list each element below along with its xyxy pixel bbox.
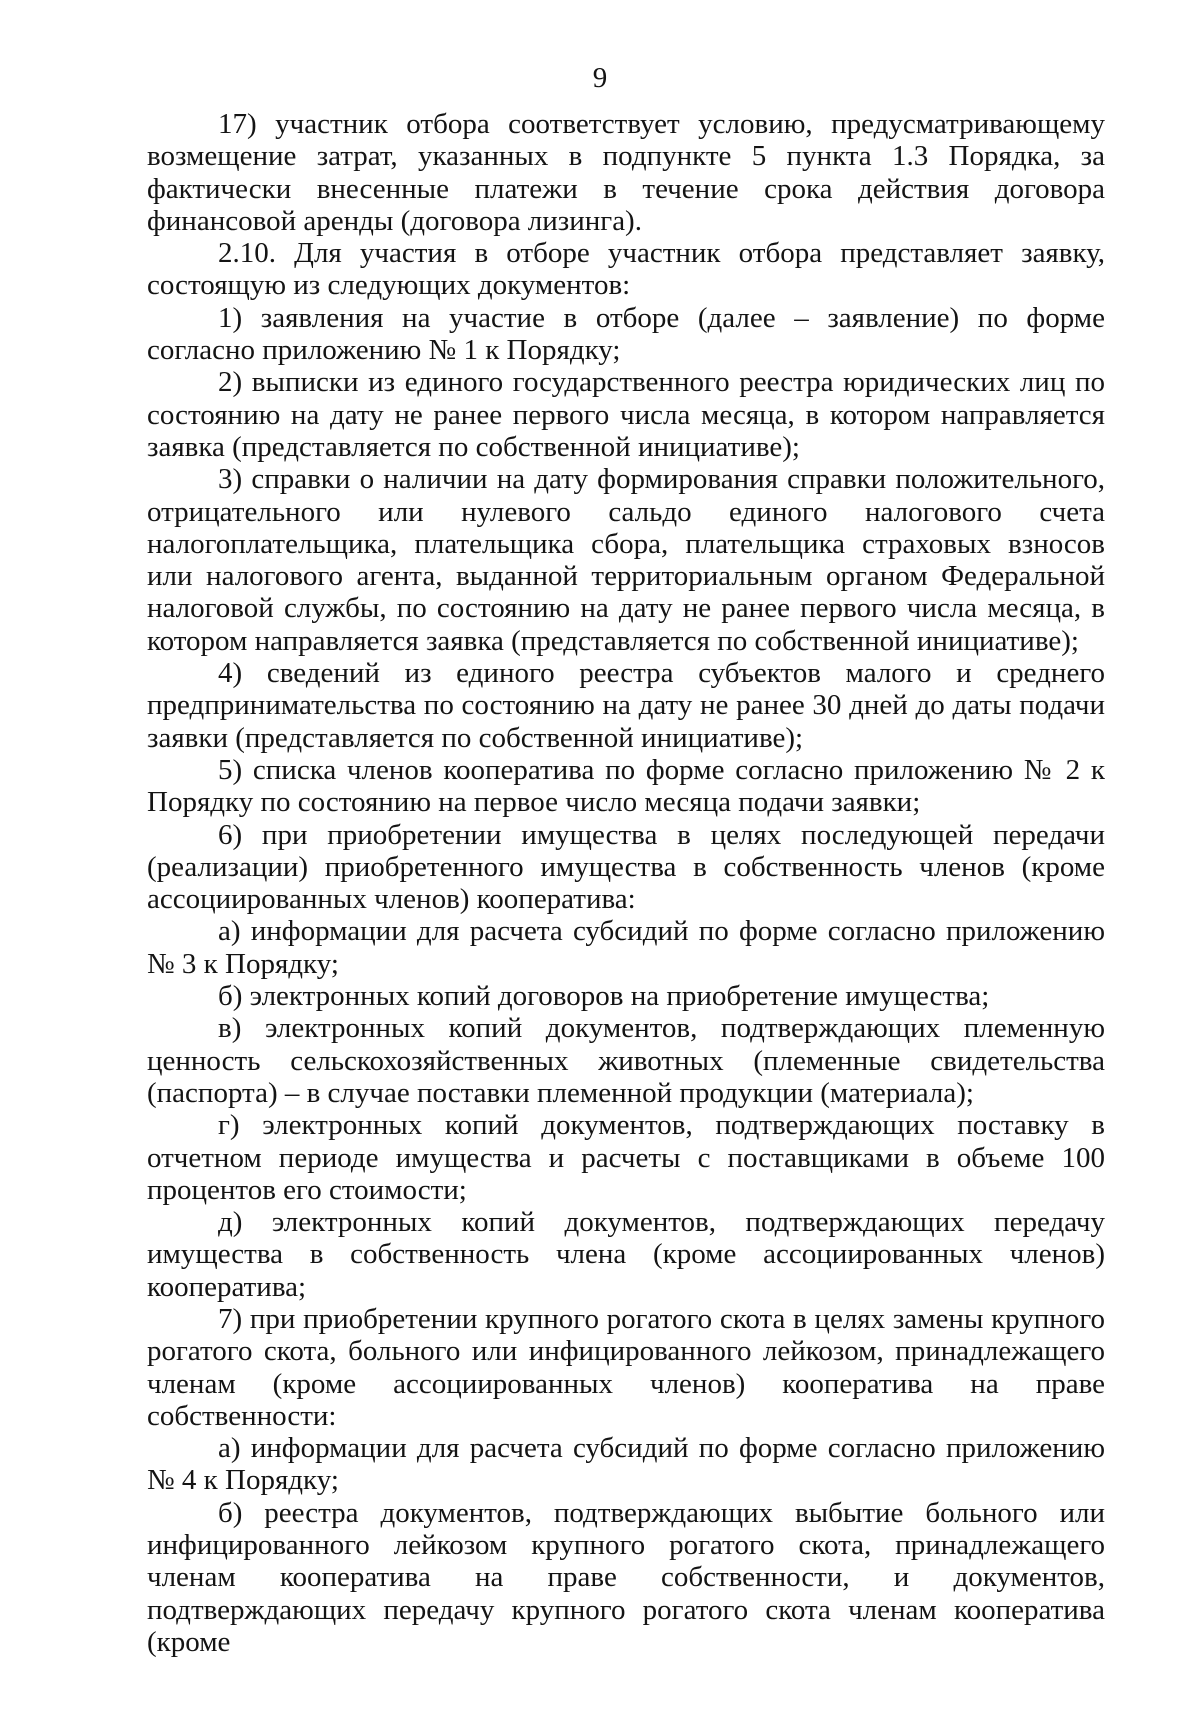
- paragraph-item-6a: а) информации для расчета субсидий по форме согласно приложению № 3 к Порядку;: [147, 915, 1105, 980]
- paragraph-item-7a: а) информации для расчета субсидий по форме согласно приложению № 4 к Порядку;: [147, 1432, 1105, 1497]
- page-number: 9: [592, 62, 608, 94]
- paragraph-section-2-10: 2.10. Для участия в отборе участник отбора представляет заявку, состоящую из следующих документов:: [147, 237, 1105, 302]
- paragraph-item-7b: б) реестра документов, подтверждающих выбытие больного или инфицированного лейкозом крупного рогатого скота, принадлежащего членам кооператива на праве собственности, и документов, подтверждающих передачу крупного рогатого скота членам кооператива (кроме: [147, 1496, 1105, 1658]
- paragraph-item-6v: в) электронных копий документов, подтверждающих племенную ценность сельскохозяйственных животных (племенные свидетельства (паспорта) – в случае поставки племенной продукции (материала);: [147, 1012, 1105, 1109]
- paragraph-item-3: 3) справки о наличии на дату формирования справки положительного, отрицательного или нулевого сальдо единого налогового счета налогоплательщика, плательщика сбора, плательщика страховых взносов или налогового агента, выданной территориальным органом Федеральной налоговой службы, по состоянию на дату не ранее первого числа месяца, в котором направляется заявка (представляется по собственной инициативе);: [147, 463, 1105, 657]
- document-body: [147, 108, 1105, 1658]
- paragraph-item-6d: д) электронных копий документов, подтверждающих передачу имущества в собственность члена (кроме ассоциированных членов) кооператива;: [147, 1206, 1105, 1303]
- paragraph-item-17: 17) участник отбора соответствует условию, предусматривающему возмещение затрат, указанных в подпункте 5 пункта 1.3 Порядка, за фактически внесенные платежи в течение срока действия договора финансовой аренды (договора лизинга).: [147, 108, 1105, 237]
- paragraph-item-5: 5) списка членов кооператива по форме согласно приложению № 2 к Порядку по состоянию на первое число месяца подачи заявки;: [147, 753, 1105, 819]
- paragraph-item-6b: б) электронных копий договоров на приобретение имущества;: [218, 980, 990, 1013]
- paragraph-item-2: 2) выписки из единого государственного реестра юридических лиц по состоянию на дату не ранее первого числа месяца, в котором направляется заявка (представляется по собственной инициативе);: [147, 366, 1105, 463]
- paragraph-item-1: 1) заявления на участие в отборе (далее – заявление) по форме согласно приложению № 1 к Порядку;: [147, 301, 1105, 367]
- paragraph-item-6g: г) электронных копий документов, подтверждающих поставку в отчетном периоде имущества и расчеты с поставщиками в объеме 100 процентов его стоимости;: [147, 1109, 1105, 1206]
- paragraph-item-6: 6) при приобретении имущества в целях последующей передачи (реализации) приобретенного имущества в собственность членов (кроме ассоциированных членов) кооператива:: [147, 818, 1105, 916]
- paragraph-item-7: 7) при приобретении крупного рогатого скота в целях замены крупного рогатого скота, больного или инфицированного лейкозом, принадлежащего членам (кроме ассоциированных членов) кооператива на праве собственности:: [147, 1302, 1105, 1432]
- paragraph-item-4: 4) сведений из единого реестра субъектов малого и среднего предпринимательства по состоянию на дату не ранее 30 дней до даты подачи заявки (представляется по собственной инициативе);: [147, 657, 1105, 754]
